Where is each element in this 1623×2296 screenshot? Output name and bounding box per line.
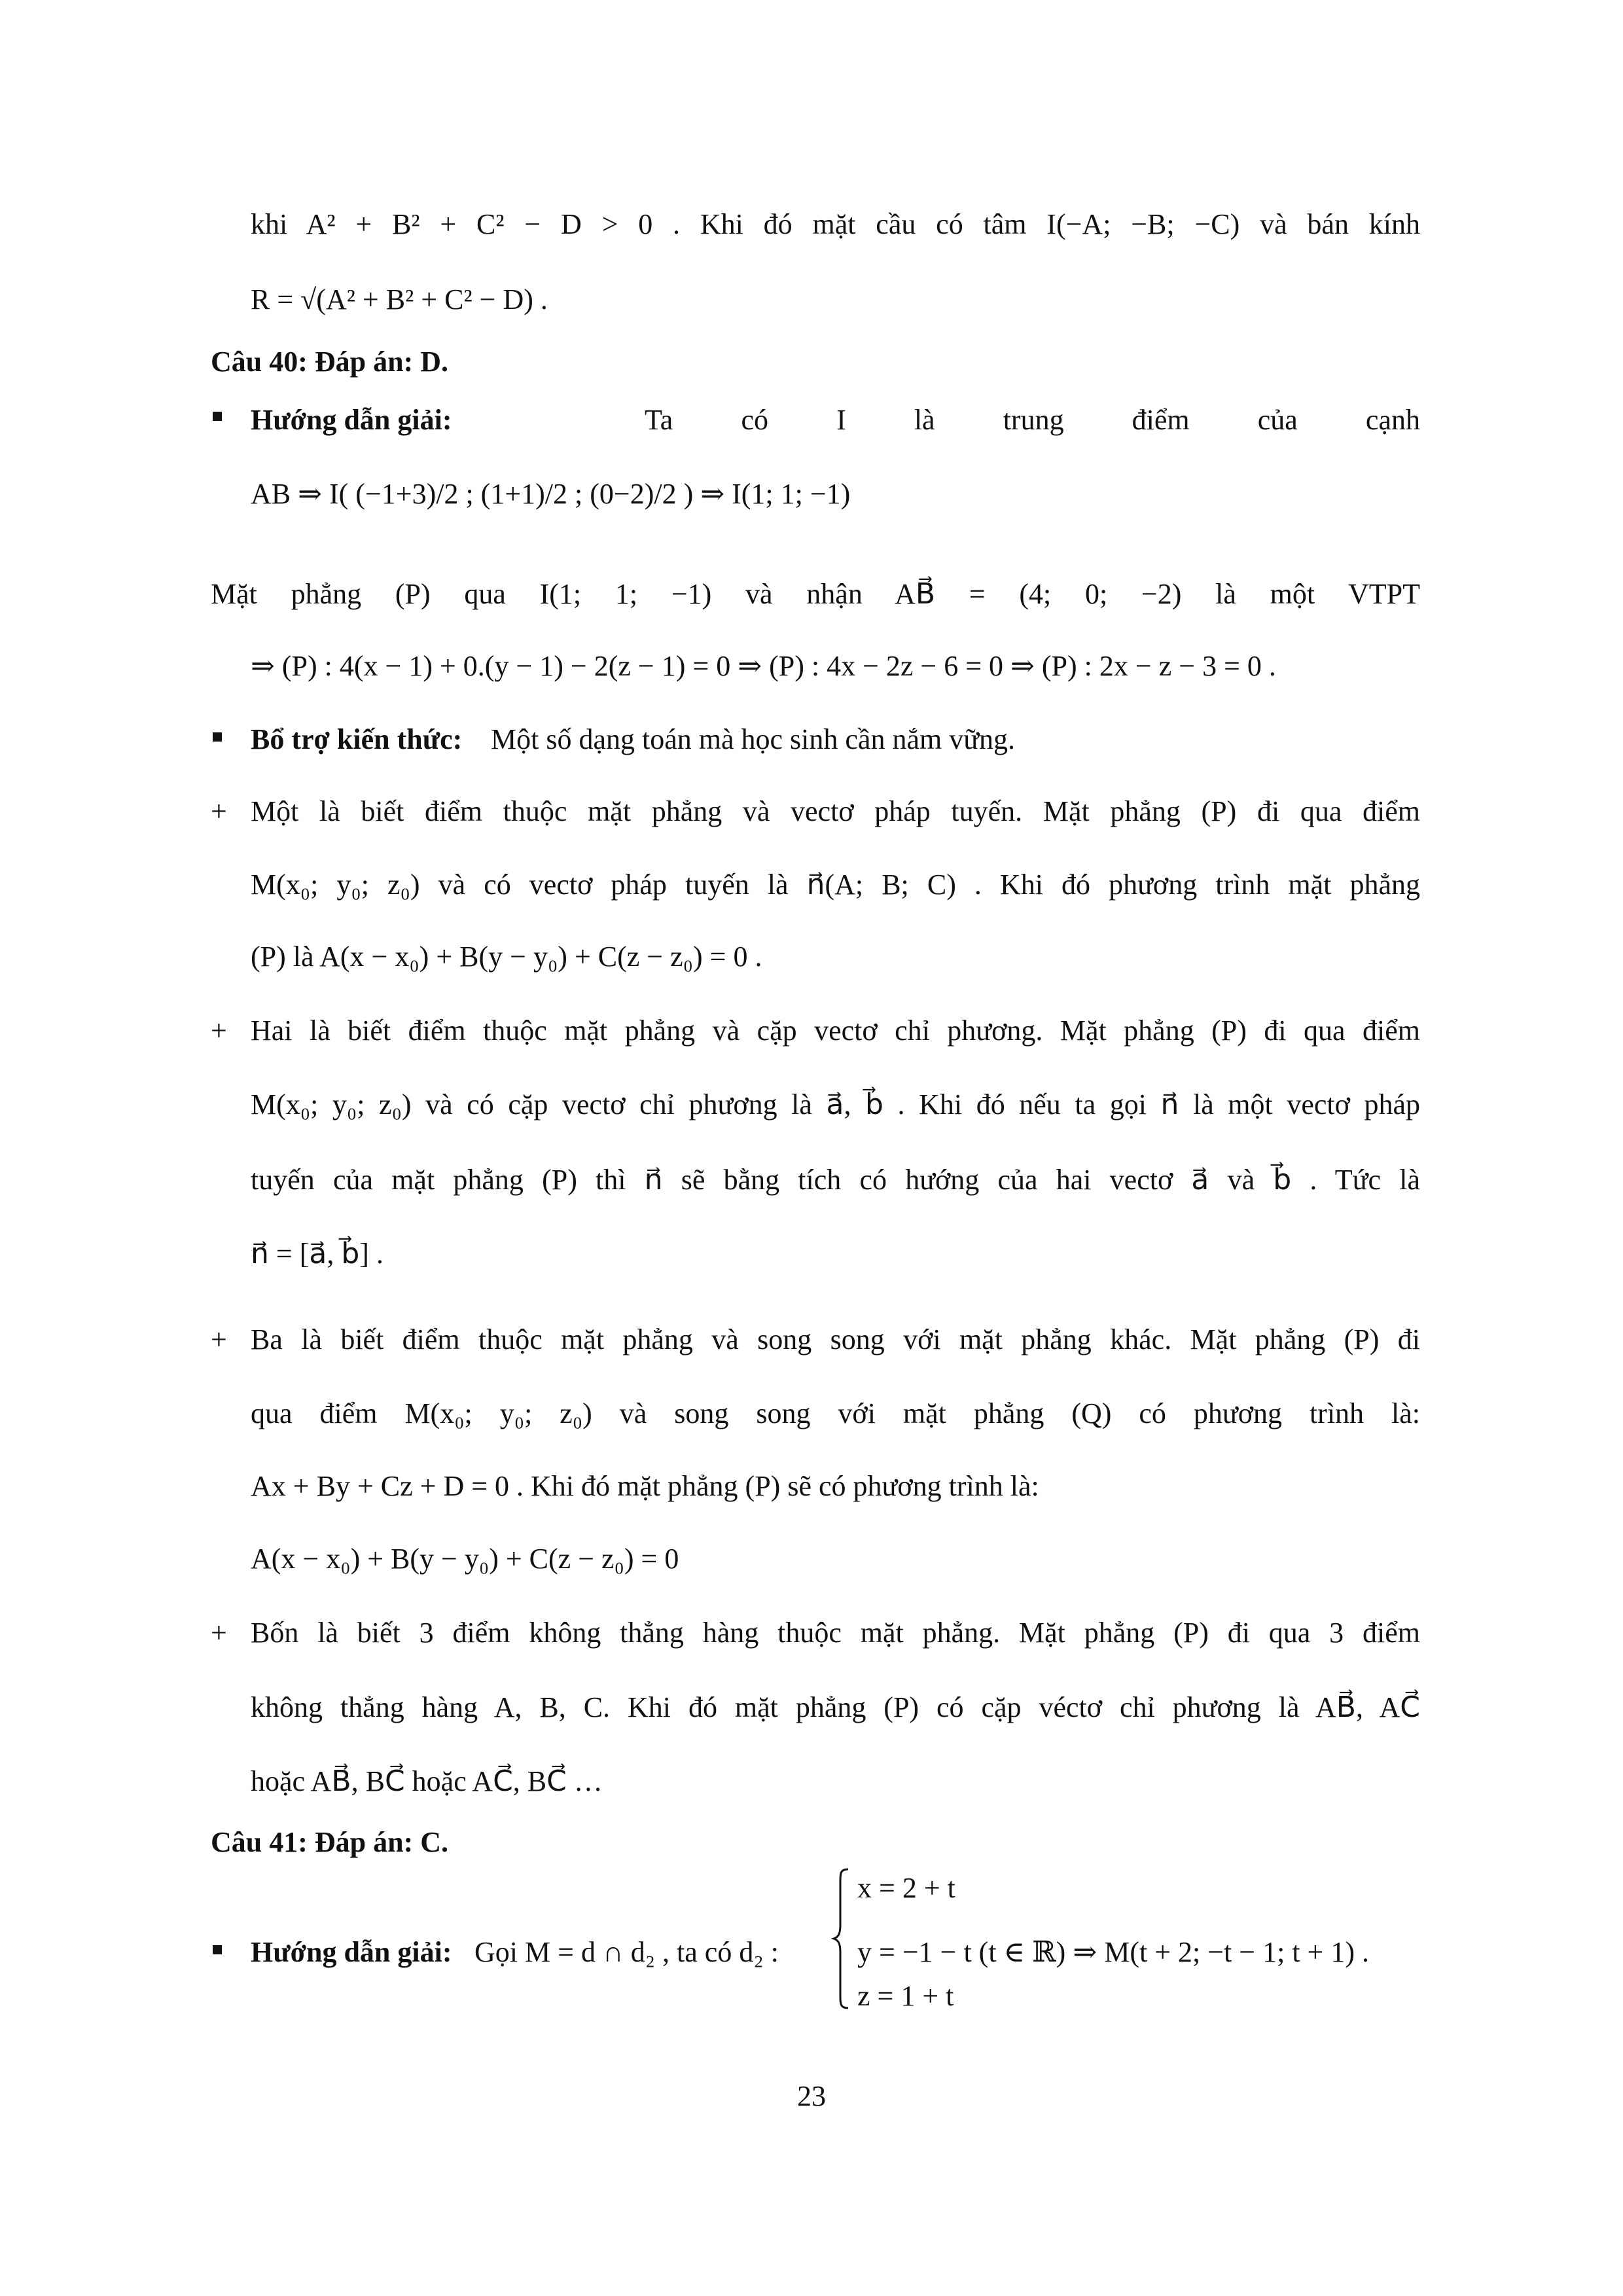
system-brace-icon — [831, 1867, 851, 2011]
question-41-heading: Câu 41: Đáp án: C. — [211, 1826, 449, 1858]
case3-line1: Ba là biết điểm thuộc mặt phẳng và song song với mặt phẳng khác. Mặt phẳng (P) đi — [251, 1323, 1420, 1355]
text-line-radius: R = √(A² + B² + C² − D) . — [251, 283, 548, 315]
text-line-sphere-condition: khi A² + B² + C² − D > 0 . Khi đó mặt cầu có tâm I(−A; −B; −C) và bán kính — [251, 208, 1420, 240]
bullet-icon — [213, 1945, 222, 1954]
text-line-plane-normal: Mặt phẳng (P) qua I(1; 1; −1) và nhận AB⃗ = (4; 0; −2) là một VTPT — [211, 578, 1420, 610]
guide-text-40: Ta có I là trung điểm của cạnh — [645, 404, 1420, 436]
case3-line2: qua điểm M(x₀; y₀; z₀) và song song với mặt phẳng (Q) có phương trình là: — [251, 1397, 1420, 1429]
case2-line1: Hai là biết điểm thuộc mặt phẳng và cặp vectơ chỉ phương. Mặt phẳng (P) đi qua điểm — [251, 1014, 1420, 1047]
question-40-heading: Câu 40: Đáp án: D. — [211, 346, 449, 378]
case4-line3: hoặc AB⃗, BC⃗ hoặc AC⃗, BC⃗ … — [251, 1765, 603, 1797]
text-line-midpoint: AB ⇒ I( (−1+3)/2 ; (1+1)/2 ; (0−2)/2 ) ⇒ I(1; 1; −1) — [251, 478, 851, 510]
bullet-icon — [213, 412, 222, 421]
support-text: Một số dạng toán mà học sinh cần nắm vững. — [491, 723, 1016, 755]
case1-line3: (P) là A(x − x₀) + B(y − y₀) + C(z − z₀) = 0 . — [251, 941, 762, 973]
case1-line1: Một là biết điểm thuộc mặt phẳng và vectơ pháp tuyến. Mặt phẳng (P) đi qua điểm — [251, 795, 1420, 827]
case2-line2: M(x₀; y₀; z₀) và có cặp vectơ chỉ phương là a⃗, b⃗ . Khi đó nếu ta gọi n⃗ là một vectơ pháp — [251, 1088, 1420, 1121]
guide-label-41: Hướng dẫn giải: — [251, 1936, 452, 1968]
case1-line2: M(x₀; y₀; z₀) và có vectơ pháp tuyến là n⃗(A; B; C) . Khi đó phương trình mặt phẳng — [251, 869, 1420, 901]
support-label: Bổ trợ kiến thức: — [251, 723, 463, 755]
plus-marker: + — [211, 1323, 227, 1355]
case4-line2: không thẳng hàng A, B, C. Khi đó mặt phẳng (P) có cặp véctơ chỉ phương là AB⃗, AC⃗ — [251, 1691, 1420, 1723]
guide-label-40: Hướng dẫn giải: — [251, 404, 452, 436]
plus-marker: + — [211, 1014, 227, 1047]
case3-line3: Ax + By + Cz + D = 0 . Khi đó mặt phẳng (P) sẽ có phương trình là: — [251, 1470, 1039, 1502]
system-eq-y: y = −1 − t (t ∈ ℝ) ⇒ M(t + 2; −t − 1; t + 1) . — [857, 1936, 1370, 1968]
case3-line4: A(x − x₀) + B(y − y₀) + C(z − z₀) = 0 — [251, 1543, 679, 1575]
page-number: 23 — [797, 2080, 826, 2112]
plus-marker: + — [211, 1617, 227, 1649]
case2-line3: tuyến của mặt phẳng (P) thì n⃗ sẽ bằng tích có hướng của hai vectơ a⃗ và b⃗ . Tức là — [251, 1164, 1421, 1196]
guide-text-41: Gọi M = d ∩ d₂ , ta có d₂ : — [474, 1936, 779, 1968]
system-eq-z: z = 1 + t — [857, 1980, 954, 2012]
system-eq-x: x = 2 + t — [857, 1872, 955, 1904]
case2-line4: n⃗ = [a⃗, b⃗] . — [251, 1238, 383, 1270]
plus-marker: + — [211, 795, 227, 827]
bullet-icon — [213, 732, 222, 742]
text-line-plane-equation: ⇒ (P) : 4(x − 1) + 0.(y − 1) − 2(z − 1) = 0 ⇒ (P) : 4x − 2z − 6 = 0 ⇒ (P) : 2x − z − 3 = 0 . — [251, 650, 1276, 682]
case4-line1: Bốn là biết 3 điểm không thẳng hàng thuộc mặt phẳng. Mặt phẳng (P) đi qua 3 điểm — [251, 1617, 1420, 1649]
